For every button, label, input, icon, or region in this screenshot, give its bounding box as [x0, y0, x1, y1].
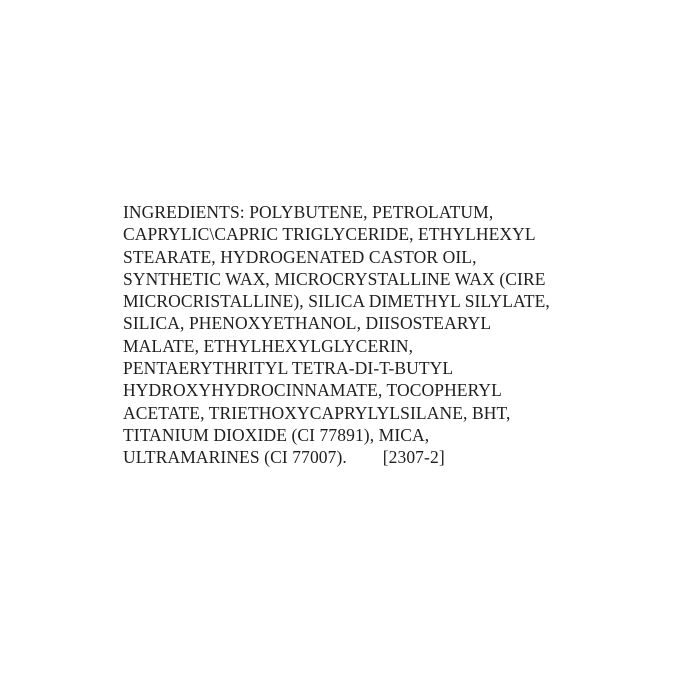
ingredients-line: SILICA, PHENOXYETHANOL, DIISOSTEARYL [123, 313, 492, 334]
ingredients-line: CAPRYLIC\CAPRIC TRIGLYCERIDE, ETHYLHEXYL [123, 224, 536, 245]
ingredients-line: STEARATE, HYDROGENATED CASTOR OIL, [123, 246, 477, 267]
ingredients-label [123, 201, 593, 469]
ingredients-line: SYNTHETIC WAX, MICROCRYSTALLINE WAX (CIRE [123, 268, 546, 289]
ingredients-line: MALATE, ETHYLHEXYLGLYCERIN, [123, 335, 414, 356]
ingredients-line: ACETATE, TRIETHOXYCAPRYLYLSILANE, BHT, [123, 402, 511, 423]
ingredients-line: ULTRAMARINES (CI 77007). [2307-2] [123, 447, 445, 468]
ingredients-line: MICROCRISTALLINE), SILICA DIMETHYL SILYLATE, [123, 291, 550, 312]
ingredients-line: INGREDIENTS: POLYBUTENE, PETROLATUM, [123, 202, 494, 222]
ingredients-line: PENTAERYTHRITYL TETRA-DI-T-BUTYL [123, 358, 454, 379]
ingredients-line: HYDROXYHYDROCINNAMATE, TOCOPHERYL [123, 380, 502, 401]
ingredients-line: TITANIUM DIOXIDE (CI 77891), MICA, [123, 424, 430, 445]
